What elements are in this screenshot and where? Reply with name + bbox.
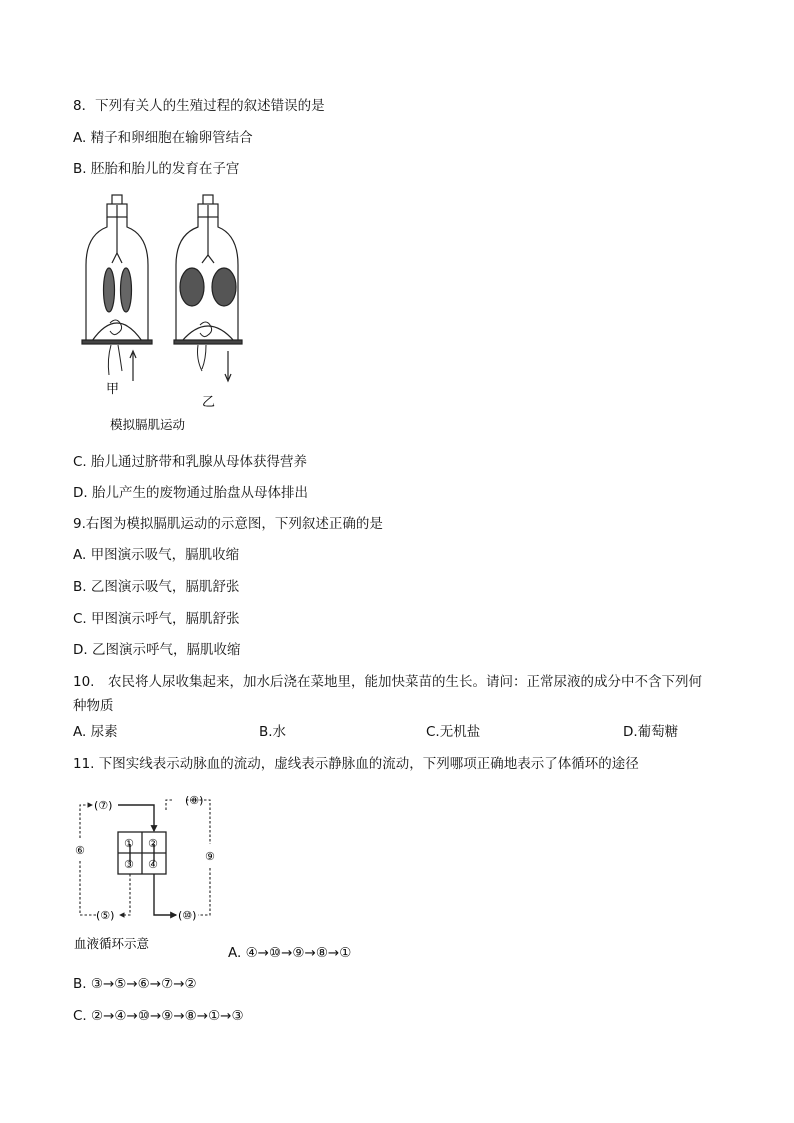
q8-stem: 8．下列有关人的生殖过程的叙述错误的是 — [73, 98, 325, 114]
q10-option-d: D.葡萄糖 — [623, 724, 679, 740]
q11-option-c: C. ②→④→⑩→⑨→⑧→①→③ — [73, 1008, 244, 1024]
q9-option-a: A. 甲图演示吸气，膈肌收缩 — [73, 547, 240, 563]
q11-option-b: B. ③→⑤→⑥→⑦→② — [73, 976, 197, 992]
figure-caption-circulation: 血液循环示意 — [74, 936, 150, 951]
label-8: (⑧) — [185, 794, 204, 807]
figure-caption-diaphragm: 模拟膈肌运动 — [110, 417, 186, 432]
bottle-left — [82, 195, 152, 381]
q8-option-a: A. 精子和卵细胞在输卵管结合 — [73, 130, 253, 146]
label-6: ⑥ — [75, 844, 85, 857]
label-2: ② — [148, 837, 158, 850]
q9-stem: 9.右图为模拟膈肌运动的示意图，下列叙述正确的是 — [73, 516, 383, 532]
q8-option-d: D. 胎儿产生的废物通过胎盘从母体排出 — [73, 485, 308, 501]
label-9: ⑨ — [205, 850, 215, 863]
q10-option-c: C.无机盐 — [426, 724, 481, 740]
label-3: ③ — [124, 858, 134, 871]
q9-option-b: B. 乙图演示吸气，膈肌舒张 — [73, 579, 240, 595]
bottle-right — [174, 195, 242, 381]
label-4: ④ — [148, 858, 158, 871]
label-jia: 甲 — [106, 382, 120, 397]
q10-stem-line2: 种物质 — [73, 698, 114, 714]
label-yi: 乙 — [202, 395, 216, 410]
q9-option-d: D. 乙图演示呼气，膈肌收缩 — [73, 642, 241, 658]
q9-option-c: C. 甲图演示呼气，膈肌舒张 — [73, 611, 240, 627]
diaphragm-model-figure — [78, 193, 258, 438]
q10-stem-line1: 10. 农民将人尿收集起来，加水后浇在菜地里，能加快菜苗的生长。请问：正常尿液的成分中不含下列何 — [73, 674, 702, 690]
q10-option-b: B.水 — [259, 724, 287, 740]
q8-option-b: B. 胚胎和胎儿的发育在子宫 — [73, 161, 240, 177]
label-7: (⑦) — [94, 799, 113, 812]
q11-stem: 11. 下图实线表示动脉血的流动，虚线表示静脉血的流动，下列哪项正确地表示了体循环的途径 — [73, 756, 639, 772]
q11-option-a: A. ④→⑩→⑨→⑧→① — [228, 945, 352, 961]
q8-option-c: C. 胎儿通过脐带和乳腺从母体获得营养 — [73, 454, 308, 470]
label-10: (⑩) — [178, 909, 197, 922]
label-1: ① — [124, 837, 134, 850]
q10-option-a: A. 尿素 — [73, 724, 118, 740]
blood-circulation-figure — [72, 788, 232, 956]
label-5: (⑤) — [96, 909, 115, 922]
